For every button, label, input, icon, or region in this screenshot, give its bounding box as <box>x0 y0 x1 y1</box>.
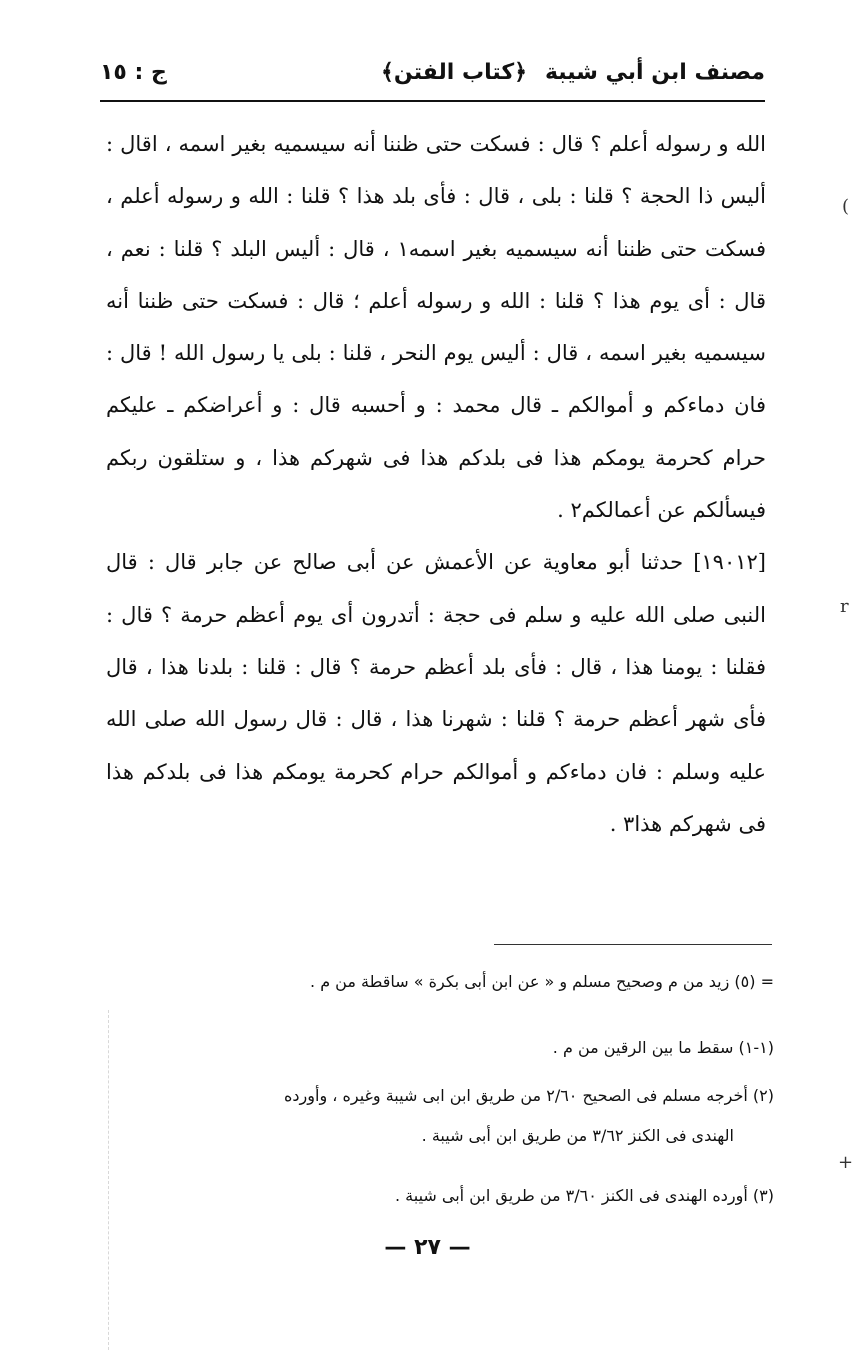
footnote-3: (٣) أورده الهندى فى الكنز ٣/٦٠ من طريق ابن أبى شيبة . <box>394 1186 774 1205</box>
footnote-1-1: (١-١) سقط ما بين الرقين من م . <box>552 1038 774 1057</box>
margin-mark: + <box>838 1152 854 1173</box>
main-text <box>106 118 766 850</box>
chapter-title: ﴿كتاب الفتن﴾ <box>381 60 527 85</box>
footnote-2-continued: الهندى فى الكنز ٣/٦٢ من طريق ابن أبى شيبة . <box>421 1126 734 1145</box>
footnote-2: (٢) أخرجه مسلم فى الصحيح ٢/٦٠ من طريق ابن ابى شيبة وغيره ، وأورده <box>284 1086 774 1105</box>
margin-mark: ( <box>842 196 850 217</box>
header-rule <box>100 100 765 102</box>
page-number: — ٢٧ — <box>384 1235 471 1260</box>
volume-number: ج : ١٥ <box>100 60 167 85</box>
hadith-19012: [١٩٠١٢] حدثنا أبو معاوية عن الأعمش عن أبى صالح عن جابر قال : قال النبى صلى الله عليه و سلم فى حجة : أتدرون أى يوم أعظم حرمة ؟ قال : فقلنا : يومنا هذا ، قال : فأى بلد أعظم حرمة ؟ قال : قلنا : بلدنا هذا ، قال فأى شهر أعظم حرمة ؟ قلنا : شهرنا هذا ، قال : قال رسول الله صلى الله عليه وسلم : فان دماءكم و أموالكم حرام كحرمة يومكم هذا فى بلدكم هذا فى شهركم هذا٣ . <box>106 550 766 836</box>
footnote-separator <box>494 944 772 945</box>
book-title: مصنف ابن أبي شيبة <box>544 60 765 85</box>
margin-guide <box>108 1010 109 1350</box>
margin-mark: r <box>840 596 849 617</box>
footnote-5: = (٥) زيد من م وصحيح مسلم و « عن ابن أبى بكرة » ساقطة من م . <box>310 972 774 991</box>
hadith-continuation: الله و رسوله أعلم ؟ قال : فسكت حتى ظننا أنه سيسميه بغير اسمه ، اقال : أليس ذا الحجة ؟ قلنا : بلى ، قال : فأى بلد هذا ؟ قلنا : الله و رسوله أعلم ، فسكت حتى ظننا أنه سيسميه بغير اسمه١ ، قال : أليس البلد ؟ قلنا : نعم ، قال : أى يوم هذا ؟ قلنا : الله و رسوله أعلم ؛ قال : فسكت حتى ظننا أنه سيسميه بغير اسمه ، قال : أليس يوم النحر ، قلنا : بلى يا رسول الله ! قال : فان دماءكم و أموالكم ـ قال محمد : و أحسبه قال : و أعراضكم ـ عليكم حرام كحرمة يومكم هذا فى بلدكم هذا فى شهركم هذا ، و ستلقون ربكم فيسألكم عن أعمالكم٢ . <box>106 132 766 523</box>
running-header <box>100 52 765 96</box>
